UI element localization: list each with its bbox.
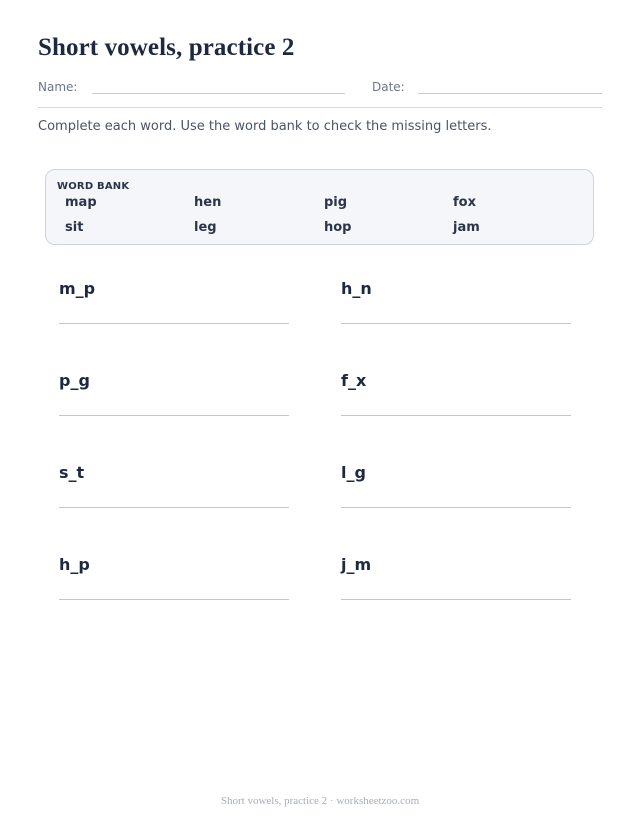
word-bank-word: fox <box>453 195 476 210</box>
instructions: Complete each word. Use the word bank to check the missing letters. <box>38 119 492 134</box>
date-field[interactable] <box>418 93 602 94</box>
date-label: Date: <box>372 80 405 94</box>
exercise-word: f_x <box>341 371 367 390</box>
exercise-word: s_t <box>59 463 85 482</box>
word-bank-word: jam <box>453 220 480 235</box>
word-bank-word: hen <box>194 195 222 210</box>
exercise-word: j_m <box>341 555 372 574</box>
answer-line[interactable] <box>59 599 289 600</box>
name-label: Name: <box>38 80 78 94</box>
page-title: Short vowels, practice 2 <box>38 34 295 61</box>
word-bank-word: sit <box>65 220 84 235</box>
word-bank-word: hop <box>324 220 352 235</box>
word-bank-word: map <box>65 195 97 210</box>
exercise-word: h_p <box>59 555 90 574</box>
name-date-row <box>38 80 602 108</box>
answer-line[interactable] <box>341 323 571 324</box>
answer-line[interactable] <box>59 507 289 508</box>
exercise-word: l_g <box>341 463 366 482</box>
word-bank <box>45 169 594 245</box>
word-bank-word: pig <box>324 195 348 210</box>
answer-line[interactable] <box>59 415 289 416</box>
answer-line[interactable] <box>341 507 571 508</box>
exercise-word: m_p <box>59 279 96 298</box>
word-bank-title: WORD BANK <box>57 181 130 192</box>
answer-line[interactable] <box>341 599 571 600</box>
word-bank-word: leg <box>194 220 217 235</box>
page-footer: Short vowels, practice 2 · worksheetzoo.com <box>220 795 420 807</box>
name-field[interactable] <box>92 93 345 94</box>
exercise-word: p_g <box>59 371 90 390</box>
answer-line[interactable] <box>59 323 289 324</box>
answer-line[interactable] <box>341 415 571 416</box>
exercise-word: h_n <box>341 279 372 298</box>
